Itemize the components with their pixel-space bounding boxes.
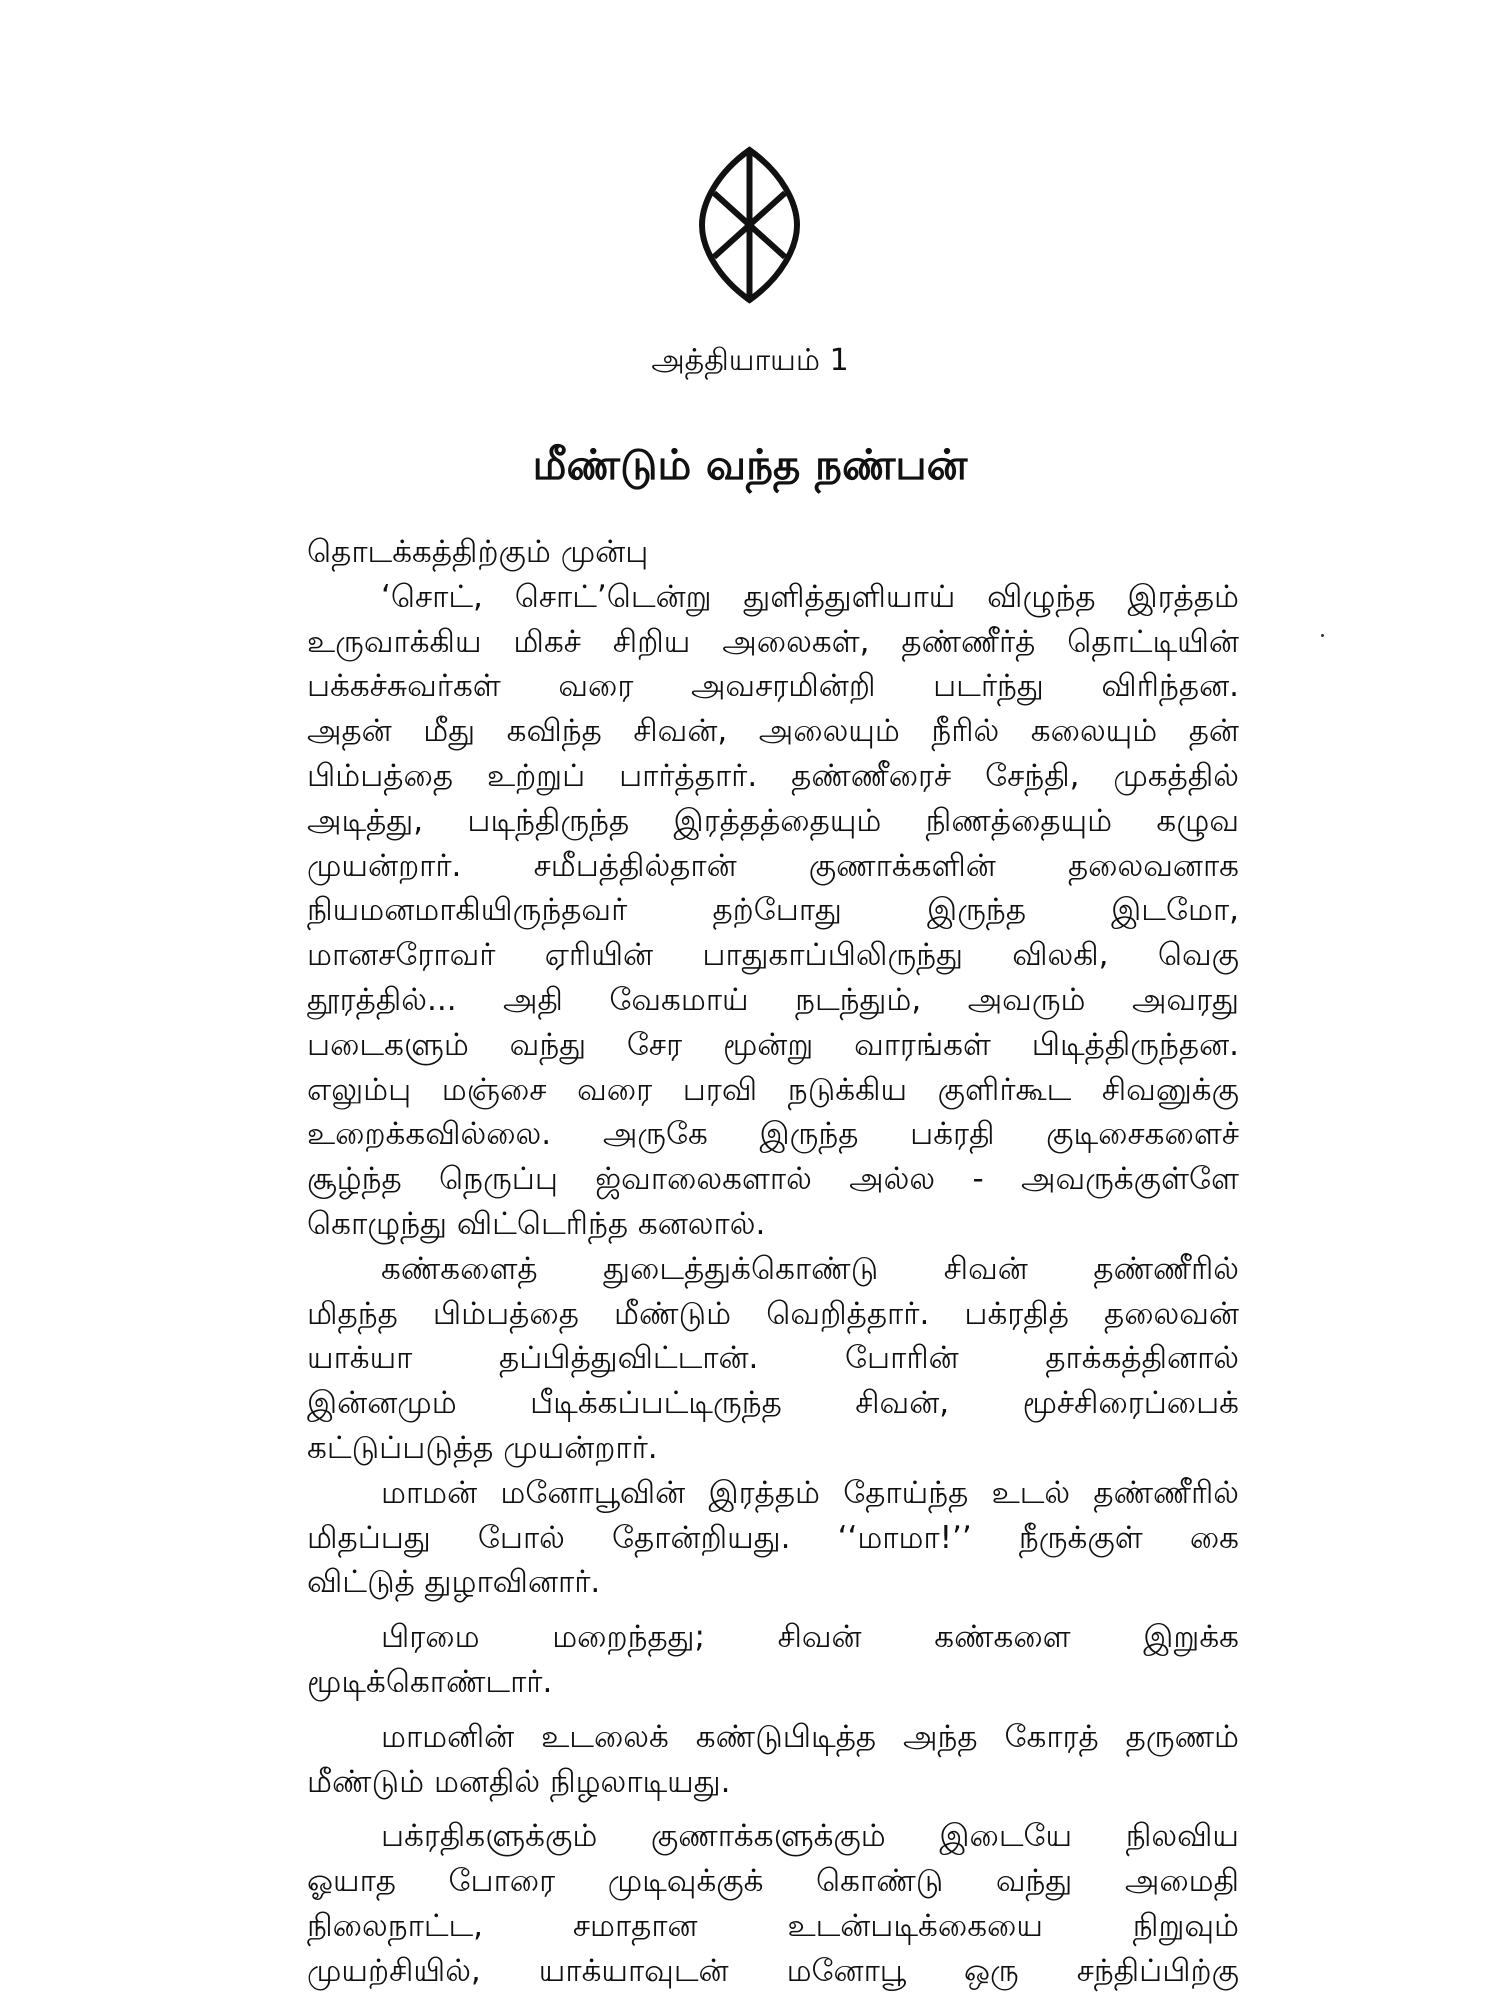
- text-line: மாமனின் உடலைக் கண்டுபிடித்த அந்த கோரத் தருணம்: [381, 1718, 1239, 1755]
- text-line: கட்டுப்படுத்த முயன்றார்.: [307, 1429, 658, 1466]
- paragraph: [307, 1247, 1239, 1471]
- text-line: நியமனமாகியிருந்தவர் தற்போது இருந்த இடமோ,: [307, 892, 1239, 929]
- text-line: மிதந்த பிம்பத்தை மீண்டும் வெறித்தார். பக்ரதித் தலைவன்: [307, 1295, 1239, 1332]
- text-line: மீண்டும் மனதில் நிழலாடியது.: [307, 1763, 731, 1800]
- text-line: முயன்றார். சமீபத்தில்தான் குணாக்களின் தலைவனாக: [307, 847, 1239, 884]
- text-line: சூழ்ந்த நெருப்பு ஜ்வாலைகளால் அல்ல - அவருக்குள்ளே: [307, 1161, 1239, 1198]
- text-line: அதன் மீது கவிந்த சிவன், அலையும் நீரில் கலையும் தன்: [307, 713, 1239, 750]
- text-line: நிலைநாட்ட, சமாதான உடன்படிக்கையை நிறுவும்: [307, 1907, 1239, 1944]
- paragraph: [307, 1814, 1239, 1993]
- text-line: கொழுந்து விட்டெரிந்த கனலால்.: [307, 1205, 766, 1242]
- chapter-title: மீண்டும் வந்த நண்பன்: [532, 440, 968, 489]
- section-heading: தொடக்கத்திற்கும் முன்பு: [307, 534, 649, 570]
- paragraph: [307, 575, 1239, 1247]
- text-line: உருவாக்கிய மிகச் சிறிய அலைகள், தண்ணீர்த் தொட்டியின்: [307, 623, 1239, 660]
- text-line: இன்னமும் பீடிக்கப்பட்டிருந்த சிவன், மூச்சிரைப்பைக்: [307, 1385, 1239, 1422]
- text-line: ‘சொட், சொட்’டென்று துளித்துளியாய் விழுந்த இரத்தம்: [381, 578, 1239, 615]
- text-line: பிம்பத்தை உற்றுப் பார்த்தார். தண்ணீரைச் சேந்தி, முகத்தில்: [307, 757, 1239, 794]
- paragraph: [307, 1715, 1239, 1805]
- paragraph: [307, 1615, 1239, 1705]
- text-line: முயற்சியில், யாக்யாவுடன் மனோபூ ஒரு சந்திப்பிற்கு: [307, 1952, 1239, 1989]
- text-line: மூடிக்கொண்டார்.: [307, 1663, 553, 1700]
- text-line: கண்களைத் துடைத்துக்கொண்டு சிவன் தண்ணீரில்: [381, 1250, 1239, 1287]
- text-line: படைகளும் வந்து சேர மூன்று வாரங்கள் பிடித்திருந்தன.: [307, 1026, 1239, 1063]
- text-line: விட்டுத் துழாவினார்.: [307, 1564, 601, 1601]
- chapter-number: அத்தியாயம் 1: [651, 343, 849, 378]
- chapter-body: [307, 530, 1239, 1994]
- paragraph: [307, 1471, 1239, 1605]
- leaf-ornament-icon: [698, 145, 801, 305]
- text-line: ஓயாத போரை முடிவுக்குக் கொண்டு வந்து அமைதி: [307, 1863, 1239, 1900]
- text-line: மானசரோவர் ஏரியின் பாதுகாப்பிலிருந்து விலகி, வெகு: [307, 937, 1239, 974]
- stray-mark: [1321, 634, 1324, 637]
- text-line: பக்ரதிகளுக்கும் குணாக்களுக்கும் இடையே நிலவிய: [381, 1818, 1239, 1855]
- text-line: மாமன் மனோபூவின் இரத்தம் தோய்ந்த உடல் தண்ணீரில்: [381, 1474, 1239, 1511]
- text-line: பிரமை மறைந்தது; சிவன் கண்களை இறுக்க: [381, 1619, 1239, 1656]
- text-line: பக்கச்சுவர்கள் வரை அவசரமின்றி படர்ந்து விரிந்தன.: [307, 668, 1239, 705]
- text-line: அடித்து, படிந்திருந்த இரத்தத்தையும் நிணத்தையும் கழுவ: [307, 802, 1239, 839]
- text-line: எலும்பு மஞ்சை வரை பரவி நடுக்கிய குளிர்கூட சிவனுக்கு: [307, 1071, 1239, 1108]
- text-line: யாக்யா தப்பித்துவிட்டான். போரின் தாக்கத்தினால்: [307, 1340, 1239, 1377]
- text-line: உறைக்கவில்லை. அருகே இருந்த பக்ரதி குடிசைகளைச்: [307, 1116, 1239, 1153]
- text-line: மிதப்பது போல் தோன்றியது. ‘‘மாமா!’’ நீருக்குள் கை: [307, 1519, 1239, 1556]
- text-line: தூரத்தில்... அதி வேகமாய் நடந்தும், அவரும் அவரது: [307, 981, 1239, 1018]
